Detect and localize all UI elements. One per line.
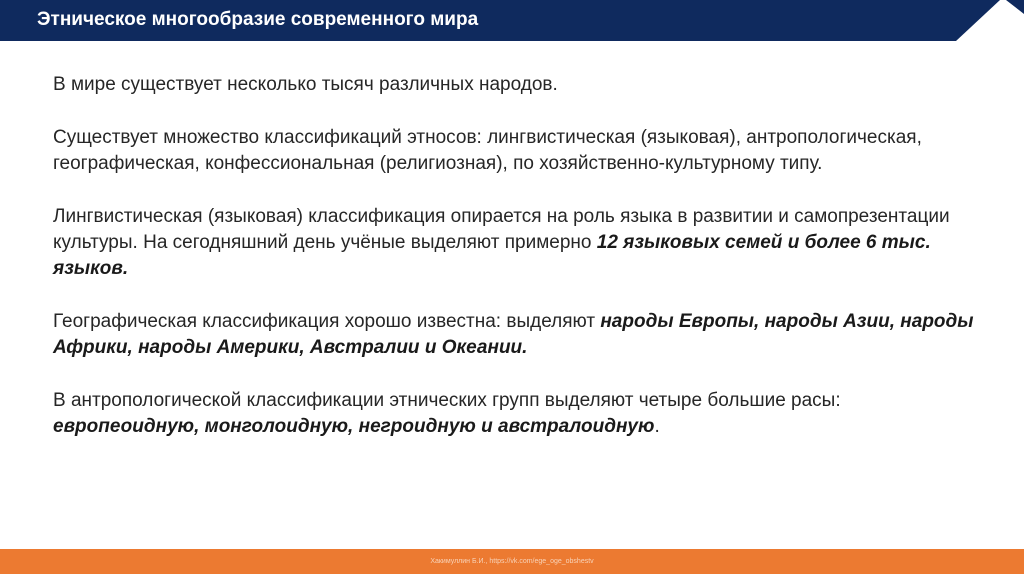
paragraph-4-emphasis: народы Европы, народы Азии, народы Африки, народы Америки, Австралии и Океании.: [53, 311, 974, 358]
paragraph-3-text: Лингвистическая (языковая) классификация опирается на роль языка в развитии и самопрезентации культуры. На сегодняшний день учёные выделяют примерно: [53, 206, 950, 253]
paragraph-3: [53, 204, 983, 282]
paragraph-1: [53, 72, 983, 98]
paragraph-4-text: Географическая классификация хорошо известна: выделяют: [53, 311, 601, 332]
footer-credit: Хакимуллин Б.И., https://vk.com/ege_oge_obshestv: [430, 558, 594, 565]
header-bar: [0, 0, 1024, 41]
paragraph-5-text: В антропологической классификации этнических групп выделяют четыре большие расы:: [53, 390, 841, 411]
paragraph-3-emphasis: 12 языковых семей и более 6 тыс. языков.: [53, 232, 931, 279]
paragraph-5-end: .: [654, 416, 660, 437]
footer-bar: [0, 549, 1024, 574]
paragraph-2-text: Существует множество классификаций этносов: лингвистическая (языковая), антропологическая, географическая, конфессиональная (религиозная), по хозяйственно-культурному типу.: [53, 127, 922, 174]
paragraph-5: [53, 388, 983, 440]
slide-title: Этническое многообразие современного мира: [37, 9, 479, 30]
paragraph-1-text: В мире существует несколько тысяч различных народов.: [53, 74, 558, 95]
slide-content: [53, 72, 983, 467]
paragraph-5-emphasis: европеоидную, монголоидную, негроидную и австралоидную: [53, 416, 655, 437]
paragraph-2: [53, 125, 983, 177]
paragraph-4: [53, 309, 983, 361]
